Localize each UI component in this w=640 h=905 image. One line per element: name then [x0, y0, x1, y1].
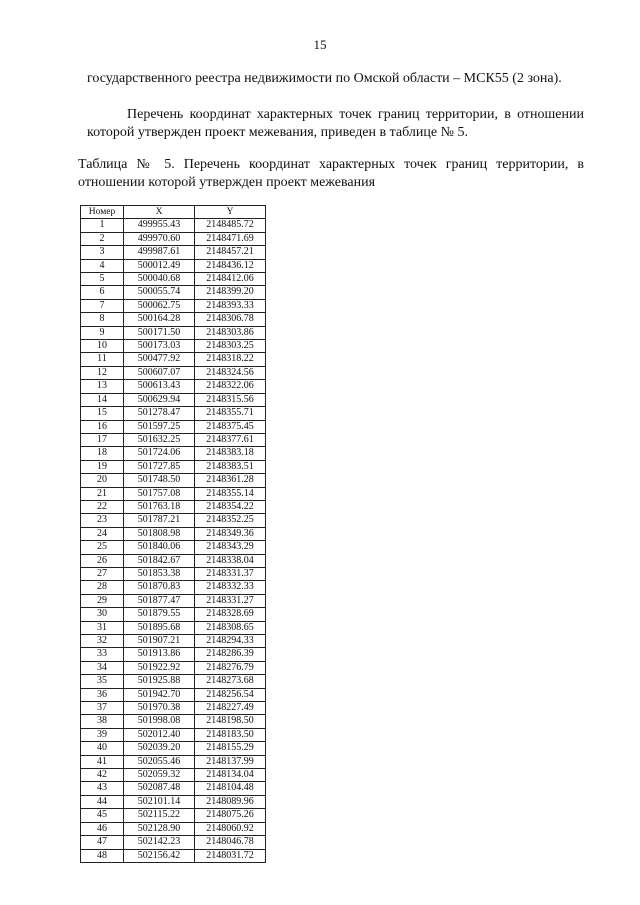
- table-row: [81, 326, 266, 339]
- cell-x: 500171.50: [124, 326, 195, 339]
- cell-y: 2148322.06: [195, 380, 266, 393]
- table-row: [81, 755, 266, 768]
- cell-number: 32: [81, 635, 124, 648]
- cell-number: 18: [81, 447, 124, 460]
- cell-x: 501870.83: [124, 581, 195, 594]
- cell-y: 2148383.51: [195, 460, 266, 473]
- table-row: [81, 380, 266, 393]
- paragraph-coordinate-system: государственного реестра недвижимости по Омской области – МСК55 (2 зона).: [87, 71, 562, 86]
- table-row: [81, 782, 266, 795]
- table-row: [81, 541, 266, 554]
- cell-number: 3: [81, 246, 124, 259]
- cell-x: 501907.21: [124, 635, 195, 648]
- cell-y: 2148457.21: [195, 246, 266, 259]
- cell-x: 502142.23: [124, 836, 195, 849]
- cell-y: 2148328.69: [195, 608, 266, 621]
- cell-x: 500062.75: [124, 299, 195, 312]
- cell-x: 502156.42: [124, 849, 195, 862]
- cell-x: 501895.68: [124, 621, 195, 634]
- cell-x: 500012.49: [124, 259, 195, 272]
- cell-x: 502128.90: [124, 822, 195, 835]
- cell-y: 2148399.20: [195, 286, 266, 299]
- cell-y: 2148361.28: [195, 474, 266, 487]
- cell-number: 44: [81, 795, 124, 808]
- cell-number: 11: [81, 353, 124, 366]
- coordinates-table: [80, 205, 266, 863]
- cell-x: 501757.08: [124, 487, 195, 500]
- cell-y: 2148332.33: [195, 581, 266, 594]
- cell-x: 500040.68: [124, 273, 195, 286]
- cell-x: 501998.08: [124, 715, 195, 728]
- cell-number: 34: [81, 661, 124, 674]
- cell-number: 37: [81, 702, 124, 715]
- cell-x: 501922.92: [124, 661, 195, 674]
- cell-x: 500607.07: [124, 366, 195, 379]
- cell-y: 2148338.04: [195, 554, 266, 567]
- cell-number: 30: [81, 608, 124, 621]
- cell-number: 45: [81, 809, 124, 822]
- cell-number: 20: [81, 474, 124, 487]
- cell-x: 501597.25: [124, 420, 195, 433]
- cell-x: 499987.61: [124, 246, 195, 259]
- cell-y: 2148104.48: [195, 782, 266, 795]
- cell-y: 2148436.12: [195, 259, 266, 272]
- cell-y: 2148354.22: [195, 500, 266, 513]
- cell-y: 2148331.27: [195, 594, 266, 607]
- paragraph-table-reference: Перечень координат характерных точек границ территории, в отношении которой утвержден проект межевания, приведен в таблице № 5.: [87, 107, 584, 140]
- cell-y: 2148375.45: [195, 420, 266, 433]
- cell-x: 501879.55: [124, 608, 195, 621]
- cell-x: 501808.98: [124, 527, 195, 540]
- cell-x: 499970.60: [124, 232, 195, 245]
- cell-x: 501632.25: [124, 433, 195, 446]
- table-row: [81, 849, 266, 862]
- cell-number: 23: [81, 514, 124, 527]
- cell-number: 13: [81, 380, 124, 393]
- table-row: [81, 299, 266, 312]
- table-row: [81, 500, 266, 513]
- cell-x: 501787.21: [124, 514, 195, 527]
- table-caption: Таблица № 5. Перечень координат характерных точек границ территории, в отношении которой утвержден проект межевания: [78, 157, 584, 190]
- cell-y: 2148355.14: [195, 487, 266, 500]
- cell-y: 2148383.18: [195, 447, 266, 460]
- cell-y: 2148276.79: [195, 661, 266, 674]
- cell-y: 2148485.72: [195, 219, 266, 232]
- cell-number: 25: [81, 541, 124, 554]
- table-row: [81, 393, 266, 406]
- table-body: [81, 219, 266, 863]
- cell-y: 2148315.56: [195, 393, 266, 406]
- cell-x: 501942.70: [124, 688, 195, 701]
- cell-number: 8: [81, 313, 124, 326]
- cell-number: 26: [81, 554, 124, 567]
- cell-y: 2148303.86: [195, 326, 266, 339]
- cell-x: 500477.92: [124, 353, 195, 366]
- table-row: [81, 433, 266, 446]
- table-row: [81, 836, 266, 849]
- cell-x: 501724.06: [124, 447, 195, 460]
- cell-y: 2148155.29: [195, 742, 266, 755]
- cell-y: 2148046.78: [195, 836, 266, 849]
- cell-number: 48: [81, 849, 124, 862]
- table-row: [81, 487, 266, 500]
- cell-x: 500613.43: [124, 380, 195, 393]
- cell-x: 502012.40: [124, 728, 195, 741]
- table-row: [81, 447, 266, 460]
- table-row: [81, 407, 266, 420]
- cell-y: 2148377.61: [195, 433, 266, 446]
- cell-number: 9: [81, 326, 124, 339]
- table-row: [81, 420, 266, 433]
- cell-number: 7: [81, 299, 124, 312]
- cell-y: 2148308.65: [195, 621, 266, 634]
- cell-y: 2148303.25: [195, 340, 266, 353]
- table-row: [81, 567, 266, 580]
- cell-y: 2148393.33: [195, 299, 266, 312]
- table-row: [81, 702, 266, 715]
- table-row: [81, 661, 266, 674]
- cell-y: 2148349.36: [195, 527, 266, 540]
- table-row: [81, 232, 266, 245]
- cell-number: 22: [81, 500, 124, 513]
- cell-x: 502087.48: [124, 782, 195, 795]
- cell-y: 2148198.50: [195, 715, 266, 728]
- cell-number: 15: [81, 407, 124, 420]
- cell-y: 2148075.26: [195, 809, 266, 822]
- cell-y: 2148031.72: [195, 849, 266, 862]
- cell-number: 19: [81, 460, 124, 473]
- cell-y: 2148343.29: [195, 541, 266, 554]
- cell-number: 35: [81, 675, 124, 688]
- table-row: [81, 675, 266, 688]
- cell-y: 2148227.49: [195, 702, 266, 715]
- cell-x: 501727.85: [124, 460, 195, 473]
- cell-number: 28: [81, 581, 124, 594]
- cell-y: 2148183.50: [195, 728, 266, 741]
- cell-number: 10: [81, 340, 124, 353]
- cell-y: 2148134.04: [195, 769, 266, 782]
- cell-x: 502101.14: [124, 795, 195, 808]
- header-y: Y: [195, 206, 266, 219]
- cell-number: 6: [81, 286, 124, 299]
- cell-number: 12: [81, 366, 124, 379]
- cell-number: 29: [81, 594, 124, 607]
- table-row: [81, 313, 266, 326]
- cell-number: 21: [81, 487, 124, 500]
- cell-x: 500629.94: [124, 393, 195, 406]
- cell-y: 2148471.69: [195, 232, 266, 245]
- cell-number: 38: [81, 715, 124, 728]
- cell-x: 501877.47: [124, 594, 195, 607]
- table-row: [81, 728, 266, 741]
- cell-number: 39: [81, 728, 124, 741]
- cell-y: 2148137.99: [195, 755, 266, 768]
- table-row: [81, 474, 266, 487]
- cell-y: 2148286.39: [195, 648, 266, 661]
- cell-number: 43: [81, 782, 124, 795]
- cell-number: 16: [81, 420, 124, 433]
- table-row: [81, 822, 266, 835]
- table-row: [81, 366, 266, 379]
- cell-x: 499955.43: [124, 219, 195, 232]
- table-header-row: [81, 206, 266, 219]
- table-row: [81, 286, 266, 299]
- table-row: [81, 460, 266, 473]
- table-row: [81, 554, 266, 567]
- cell-number: 14: [81, 393, 124, 406]
- table-row: [81, 353, 266, 366]
- table-row: [81, 527, 266, 540]
- cell-x: 501840.06: [124, 541, 195, 554]
- cell-number: 46: [81, 822, 124, 835]
- cell-y: 2148060.92: [195, 822, 266, 835]
- cell-y: 2148089.96: [195, 795, 266, 808]
- table-row: [81, 715, 266, 728]
- cell-number: 31: [81, 621, 124, 634]
- cell-y: 2148355.71: [195, 407, 266, 420]
- cell-x: 501763.18: [124, 500, 195, 513]
- cell-y: 2148412.06: [195, 273, 266, 286]
- cell-x: 502059.32: [124, 769, 195, 782]
- cell-y: 2148331.37: [195, 567, 266, 580]
- cell-number: 2: [81, 232, 124, 245]
- cell-y: 2148318.22: [195, 353, 266, 366]
- cell-number: 47: [81, 836, 124, 849]
- table-row: [81, 769, 266, 782]
- cell-x: 501278.47: [124, 407, 195, 420]
- cell-number: 36: [81, 688, 124, 701]
- table-row: [81, 608, 266, 621]
- cell-x: 501970.38: [124, 702, 195, 715]
- table-row: [81, 340, 266, 353]
- cell-y: 2148256.54: [195, 688, 266, 701]
- cell-x: 501842.67: [124, 554, 195, 567]
- table-row: [81, 246, 266, 259]
- table-row: [81, 635, 266, 648]
- table-row: [81, 809, 266, 822]
- table-row: [81, 688, 266, 701]
- cell-number: 40: [81, 742, 124, 755]
- cell-number: 41: [81, 755, 124, 768]
- table-row: [81, 795, 266, 808]
- header-number: Номер: [81, 206, 124, 219]
- cell-number: 27: [81, 567, 124, 580]
- cell-number: 5: [81, 273, 124, 286]
- table-row: [81, 621, 266, 634]
- cell-number: 24: [81, 527, 124, 540]
- cell-y: 2148306.78: [195, 313, 266, 326]
- cell-y: 2148273.68: [195, 675, 266, 688]
- cell-x: 500173.03: [124, 340, 195, 353]
- table-row: [81, 581, 266, 594]
- cell-number: 4: [81, 259, 124, 272]
- cell-x: 501853.38: [124, 567, 195, 580]
- cell-x: 502039.20: [124, 742, 195, 755]
- table-row: [81, 273, 266, 286]
- cell-x: 501748.50: [124, 474, 195, 487]
- cell-x: 501913.86: [124, 648, 195, 661]
- cell-y: 2148352.25: [195, 514, 266, 527]
- page-number: 15: [313, 37, 327, 52]
- table-row: [81, 219, 266, 232]
- cell-number: 42: [81, 769, 124, 782]
- header-x: X: [124, 206, 195, 219]
- cell-y: 2148324.56: [195, 366, 266, 379]
- cell-x: 502055.46: [124, 755, 195, 768]
- cell-number: 17: [81, 433, 124, 446]
- table-row: [81, 648, 266, 661]
- cell-x: 502115.22: [124, 809, 195, 822]
- cell-number: 1: [81, 219, 124, 232]
- cell-number: 33: [81, 648, 124, 661]
- table-row: [81, 594, 266, 607]
- cell-x: 500164.28: [124, 313, 195, 326]
- table-row: [81, 742, 266, 755]
- cell-x: 500055.74: [124, 286, 195, 299]
- table-row: [81, 259, 266, 272]
- table-row: [81, 514, 266, 527]
- cell-y: 2148294.33: [195, 635, 266, 648]
- cell-x: 501925.88: [124, 675, 195, 688]
